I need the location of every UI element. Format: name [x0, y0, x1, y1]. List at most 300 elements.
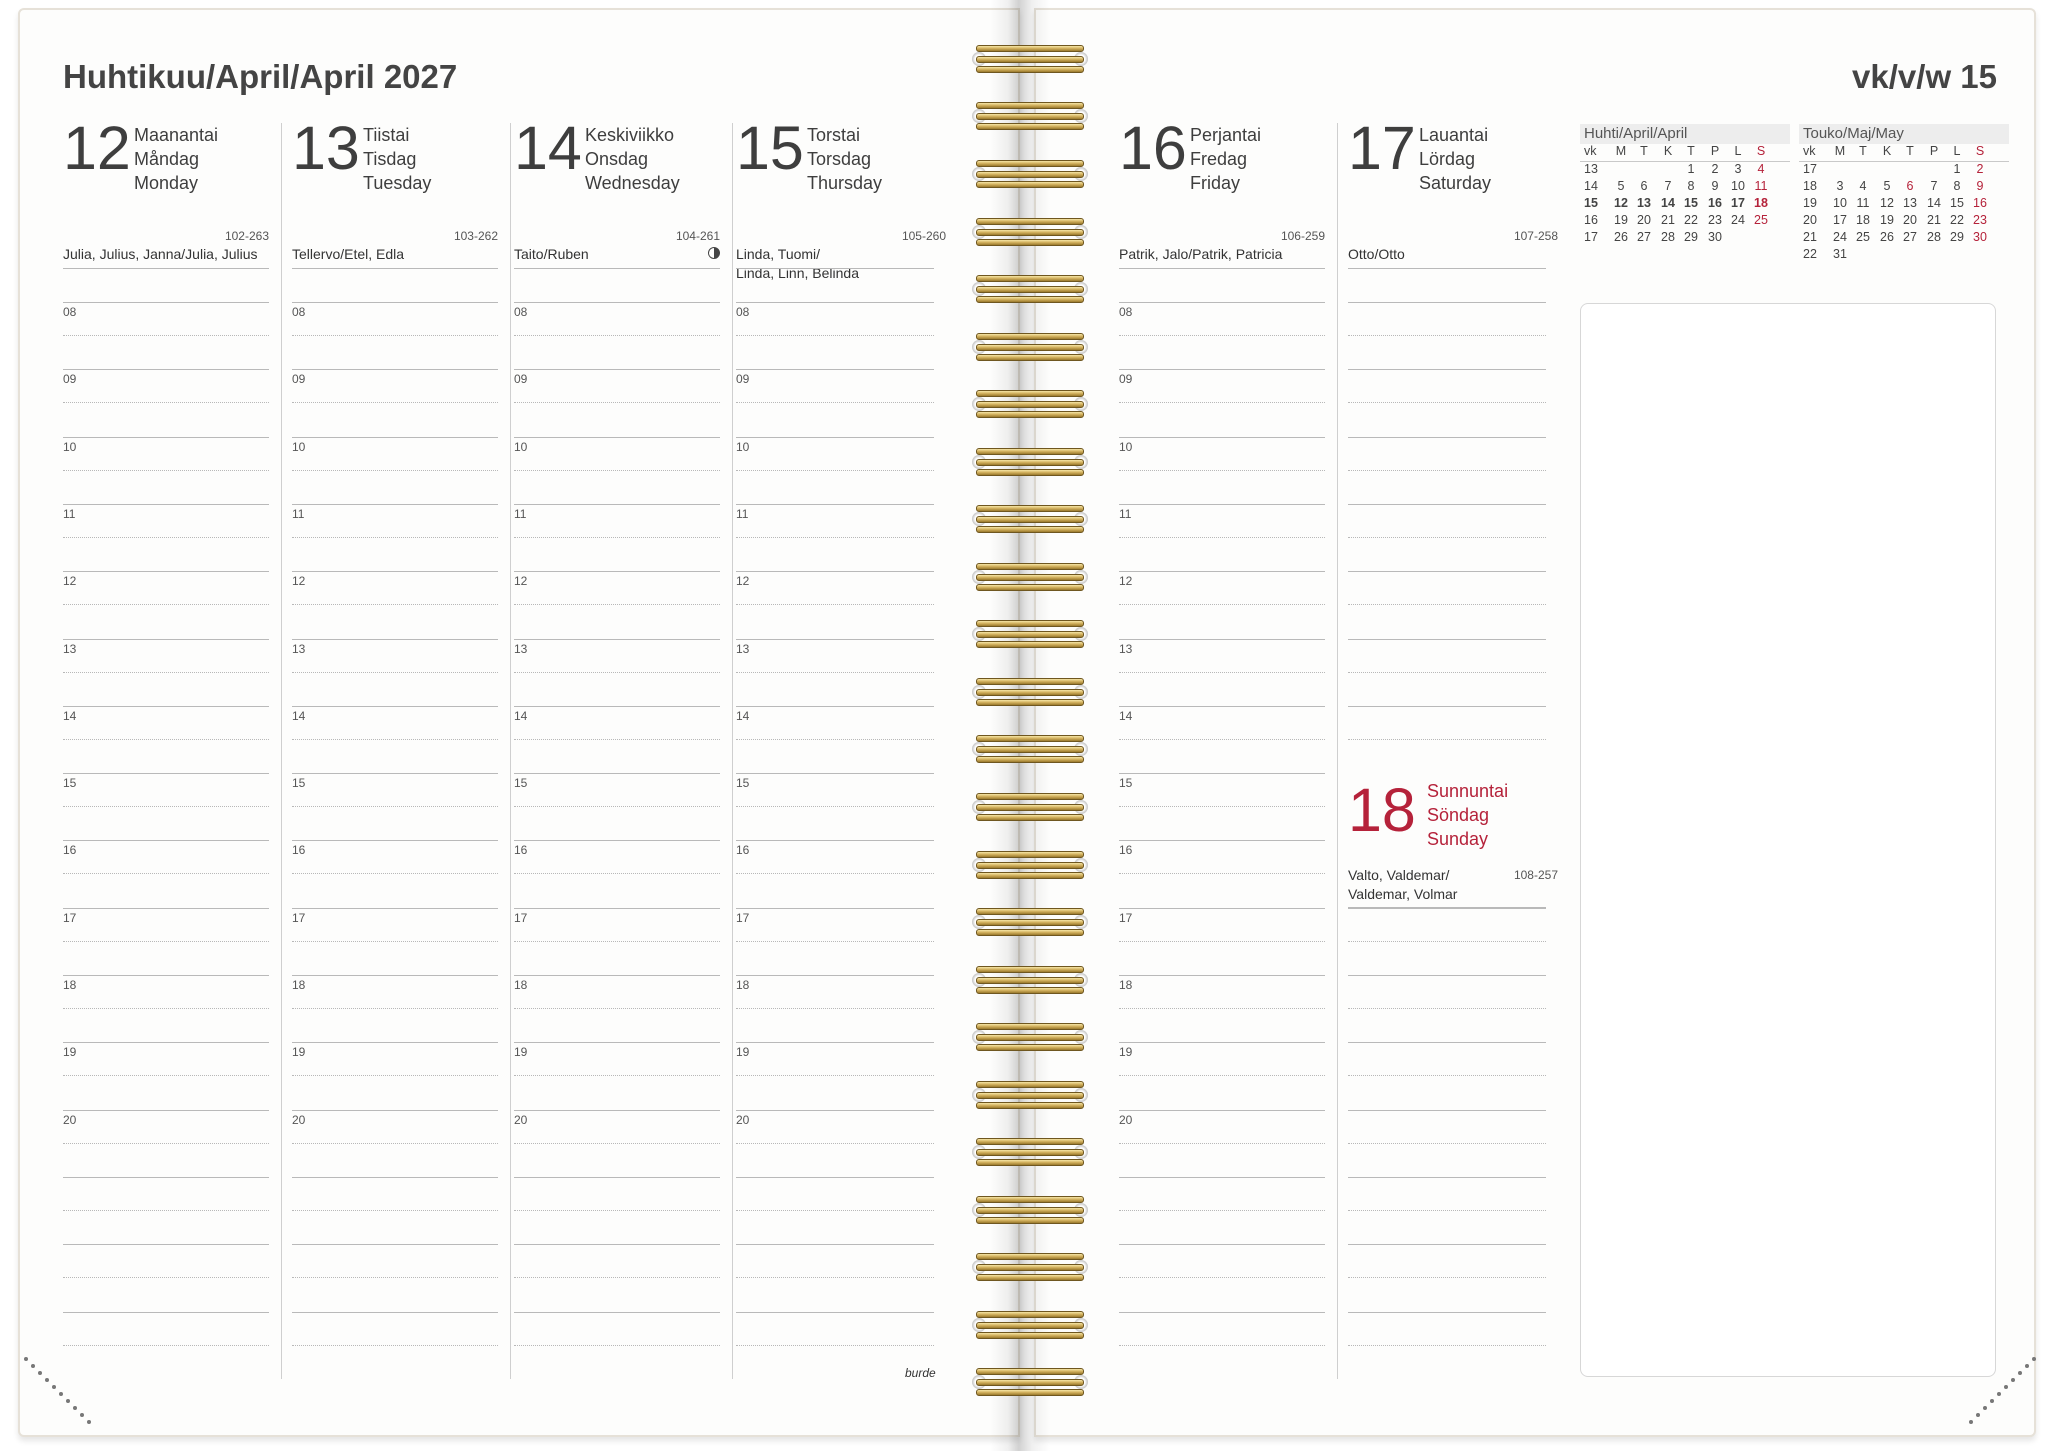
- half-hour-line: [514, 1075, 720, 1076]
- calendar-date[interactable]: 18: [1856, 213, 1870, 227]
- half-hour-line: [63, 739, 269, 740]
- name-days: [292, 245, 404, 264]
- half-hour-line: [292, 402, 498, 403]
- hour-line: [292, 1110, 498, 1111]
- calendar-date[interactable]: 10: [1731, 179, 1745, 193]
- hour-line: [63, 1312, 269, 1313]
- calendar-date[interactable]: 22: [1684, 213, 1698, 227]
- weekday-label: T: [1859, 144, 1867, 158]
- spiral-ring: [976, 1253, 1084, 1281]
- spiral-ring: [976, 1368, 1084, 1396]
- half-hour-line: [292, 1345, 498, 1346]
- half-hour-line: [736, 672, 934, 673]
- hour-label: 17: [1119, 910, 1133, 925]
- half-hour-line: [1119, 806, 1325, 807]
- calendar-date[interactable]: 2: [1976, 162, 1984, 176]
- calendar-date[interactable]: 21: [1661, 213, 1675, 227]
- weekday-label: vk: [1584, 144, 1597, 158]
- ring-wire: [976, 689, 1084, 696]
- day-name: Lauantai: [1419, 125, 1489, 145]
- hour-label: 08: [1119, 305, 1133, 319]
- calendar-date[interactable]: 6: [1906, 179, 1914, 193]
- ring-wire: [976, 872, 1084, 879]
- hour-line: [292, 571, 498, 572]
- calendar-date[interactable]: 17: [1731, 196, 1745, 210]
- hour-line: [292, 1042, 498, 1043]
- half-hour-line: [1119, 1008, 1325, 1009]
- calendar-date[interactable]: 24: [1833, 230, 1847, 244]
- half-hour-line: [736, 470, 934, 471]
- ring-wire: [976, 977, 1084, 984]
- half-hour-line: [1348, 1345, 1546, 1346]
- half-hour-line: [736, 1143, 934, 1144]
- ring-wire: [976, 401, 1084, 408]
- calendar-date[interactable]: 18: [1754, 196, 1768, 210]
- mini-calendar-week: [1580, 230, 1790, 247]
- spiral-ring: [976, 333, 1084, 361]
- calendar-date[interactable]: 9: [1711, 179, 1719, 193]
- hour-line: [63, 1042, 269, 1043]
- hour-line: [1119, 571, 1325, 572]
- half-hour-line: [292, 873, 498, 874]
- hour-line: [736, 1312, 934, 1313]
- hour-line: [292, 1312, 498, 1313]
- half-hour-line: [514, 470, 720, 471]
- calendar-date[interactable]: 31: [1833, 247, 1847, 261]
- calendar-date[interactable]: 20: [1637, 213, 1651, 227]
- calendar-date[interactable]: 8: [1687, 179, 1695, 193]
- half-hour-line: [1348, 402, 1546, 403]
- ring-wire: [976, 862, 1084, 869]
- hour-label: 10: [1119, 439, 1133, 454]
- hour-label: 11: [514, 506, 527, 521]
- day-number-code: 106-259: [1280, 229, 1325, 243]
- weekday-label: T: [1640, 144, 1648, 158]
- calendar-date[interactable]: 15: [1684, 196, 1698, 210]
- hour-label: 10: [292, 439, 306, 454]
- week-number: 17: [1803, 162, 1817, 176]
- half-hour-line: [63, 1143, 269, 1144]
- calendar-date[interactable]: 4: [1859, 179, 1867, 193]
- day-names: [585, 123, 680, 195]
- calendar-date[interactable]: 13: [1903, 196, 1917, 210]
- hour-label: 11: [292, 506, 305, 521]
- header-separator: [514, 268, 720, 269]
- spiral-ring: [976, 1311, 1084, 1339]
- hour-label: 11: [736, 506, 749, 521]
- hour-line: [292, 1244, 498, 1245]
- half-hour-line: [292, 470, 498, 471]
- hour-line: [736, 1177, 934, 1178]
- calendar-date[interactable]: 3: [1836, 179, 1844, 193]
- ring-wire: [976, 1102, 1084, 1109]
- week-title: vk/v/w 15: [1852, 58, 1997, 95]
- spiral-ring: [976, 851, 1084, 879]
- hour-line: [514, 1177, 720, 1178]
- half-hour-line: [292, 1277, 498, 1278]
- half-hour-line: [292, 806, 498, 807]
- hour-line: [1348, 1042, 1546, 1043]
- hour-label: 20: [736, 1112, 750, 1127]
- calendar-date[interactable]: 12: [1880, 196, 1894, 210]
- calendar-date[interactable]: 1: [1687, 162, 1695, 176]
- hour-label: 15: [1119, 776, 1133, 791]
- day-number: 15: [736, 114, 804, 182]
- spiral-ring: [976, 735, 1084, 763]
- hour-line: [292, 975, 498, 976]
- calendar-date[interactable]: 29: [1950, 230, 1964, 244]
- half-hour-line: [63, 1345, 269, 1346]
- hour-line: [292, 908, 498, 909]
- calendar-date[interactable]: 2: [1711, 162, 1719, 176]
- calendar-date[interactable]: 5: [1883, 179, 1891, 193]
- calendar-date[interactable]: 3: [1734, 162, 1742, 176]
- week-number: 14: [1584, 179, 1598, 193]
- calendar-date[interactable]: 26: [1614, 230, 1628, 244]
- hour-label: 13: [1119, 641, 1133, 656]
- hour-line: [63, 1110, 269, 1111]
- calendar-date[interactable]: 5: [1617, 179, 1625, 193]
- calendar-date[interactable]: 28: [1927, 230, 1941, 244]
- hour-label: 18: [63, 978, 77, 992]
- ring-wire: [976, 1217, 1084, 1224]
- half-hour-line: [1348, 604, 1546, 605]
- hour-line: [736, 571, 934, 572]
- hour-label: 13: [63, 641, 77, 656]
- calendar-date[interactable]: 8: [1953, 179, 1961, 193]
- calendar-date[interactable]: 10: [1833, 196, 1847, 210]
- week-number: 15: [1584, 196, 1598, 210]
- hour-label: 17: [292, 910, 306, 925]
- day-names: [134, 123, 218, 195]
- half-hour-line: [63, 470, 269, 471]
- ring-wire: [976, 631, 1084, 638]
- hour-line: [63, 504, 269, 505]
- hour-line: [1119, 504, 1325, 505]
- calendar-date[interactable]: 23: [1973, 213, 1987, 227]
- hour-line: [1348, 975, 1546, 976]
- mini-calendar-week: [1799, 247, 2009, 264]
- half-hour-line: [514, 1143, 720, 1144]
- calendar-date[interactable]: 25: [1754, 213, 1768, 227]
- header-separator: [63, 268, 269, 269]
- half-hour-line: [1348, 941, 1546, 942]
- hour-label: 17: [63, 910, 77, 925]
- ring-wire: [976, 1149, 1084, 1156]
- half-hour-line: [1119, 739, 1325, 740]
- spiral-ring: [976, 563, 1084, 591]
- hour-line: [1119, 437, 1325, 438]
- name-day-line: Linda, Linn, Belinda: [736, 265, 859, 281]
- calendar-date[interactable]: 1: [1953, 162, 1961, 176]
- calendar-date[interactable]: 16: [1973, 196, 1987, 210]
- ring-wire: [976, 1264, 1084, 1271]
- ring-wire: [976, 123, 1084, 130]
- half-hour-line: [514, 1277, 720, 1278]
- ring-wire: [976, 620, 1084, 627]
- hour-line: [514, 639, 720, 640]
- name-days: [1119, 245, 1282, 264]
- corner-perforation-right: [1958, 1355, 2038, 1435]
- half-hour-line: [292, 335, 498, 336]
- half-hour-line: [63, 1277, 269, 1278]
- half-hour-line: [292, 1075, 498, 1076]
- ring-wire: [976, 1092, 1084, 1099]
- day-number-code: 103-262: [453, 229, 498, 243]
- hour-label: 19: [292, 1045, 306, 1060]
- hour-line: [514, 1244, 720, 1245]
- ring-wire: [976, 469, 1084, 476]
- calendar-date[interactable]: 19: [1880, 213, 1894, 227]
- day-names: [363, 123, 431, 195]
- half-hour-line: [1119, 1075, 1325, 1076]
- name-day-line: Otto/Otto: [1348, 246, 1405, 262]
- day-column: [514, 114, 733, 1379]
- hour-label: 19: [514, 1045, 528, 1060]
- ring-wire: [976, 516, 1084, 523]
- hour-label: 12: [514, 574, 528, 589]
- hour-line: [1119, 840, 1325, 841]
- hour-line: [1348, 571, 1546, 572]
- half-hour-line: [1119, 873, 1325, 874]
- calendar-date[interactable]: 12: [1614, 196, 1628, 210]
- ring-wire: [976, 851, 1084, 858]
- name-day-line: Valto, Valdemar/: [1348, 867, 1450, 883]
- mini-calendar-week: [1799, 179, 2009, 196]
- ring-wire: [976, 1332, 1084, 1339]
- day-number-code: 105-260: [901, 229, 946, 243]
- hour-line: [292, 437, 498, 438]
- hour-line: [292, 302, 498, 303]
- name-day-line: Patrik, Jalo/Patrik, Patricia: [1119, 246, 1283, 262]
- day-name: Lördag: [1419, 149, 1476, 169]
- day-column: [1348, 114, 1558, 1379]
- week-number: 17: [1584, 230, 1598, 244]
- ring-wire: [976, 919, 1084, 926]
- hour-line: [736, 908, 934, 909]
- ring-wire: [976, 296, 1084, 303]
- hour-label: 12: [63, 574, 77, 589]
- hour-line: [736, 840, 934, 841]
- name-days: [1348, 245, 1405, 264]
- name-day-line: Valdemar, Volmar: [1348, 886, 1458, 902]
- hour-line: [514, 1110, 720, 1111]
- calendar-date[interactable]: 4: [1757, 162, 1765, 176]
- day-name: Wednesday: [585, 173, 680, 193]
- half-hour-line: [1348, 1210, 1546, 1211]
- hour-line: [63, 975, 269, 976]
- name-day-line: Linda, Tuomi/: [736, 246, 821, 262]
- sunday-name: Sunday: [1427, 829, 1489, 849]
- hour-line: [736, 706, 934, 707]
- hour-line: [1119, 975, 1325, 976]
- half-hour-line: [736, 1345, 934, 1346]
- half-hour-line: [514, 537, 720, 538]
- day-number: 13: [292, 114, 360, 182]
- half-hour-line: [1348, 1008, 1546, 1009]
- calendar-date[interactable]: 16: [1708, 196, 1722, 210]
- half-hour-line: [1348, 537, 1546, 538]
- calendar-date[interactable]: 13: [1637, 196, 1651, 210]
- day-name: Tiistai: [363, 125, 410, 145]
- hour-line: [514, 1042, 720, 1043]
- hour-label: 08: [514, 305, 528, 319]
- weekday-label: M: [1834, 144, 1846, 158]
- hour-line: [1348, 369, 1546, 370]
- half-hour-line: [736, 941, 934, 942]
- ring-wire: [976, 505, 1084, 512]
- calendar-date[interactable]: 14: [1927, 196, 1941, 210]
- hour-line: [736, 1042, 934, 1043]
- mini-calendar-week: [1580, 162, 1790, 179]
- half-hour-line: [514, 335, 720, 336]
- ring-wire: [976, 584, 1084, 591]
- half-hour-line: [1119, 604, 1325, 605]
- half-hour-line: [736, 604, 934, 605]
- calendar-date[interactable]: 21: [1927, 213, 1941, 227]
- hour-line: [63, 1177, 269, 1178]
- weekday-label: M: [1615, 144, 1627, 158]
- ring-wire: [976, 45, 1084, 52]
- spiral-ring: [976, 908, 1084, 936]
- half-hour-line: [736, 739, 934, 740]
- weekday-label: S: [1975, 144, 1985, 158]
- calendar-date[interactable]: 9: [1976, 179, 1984, 193]
- calendar-date[interactable]: 30: [1708, 230, 1722, 244]
- day-number-code: 104-261: [675, 229, 720, 243]
- calendar-date[interactable]: 22: [1950, 213, 1964, 227]
- ring-wire: [976, 756, 1084, 763]
- calendar-date[interactable]: 27: [1903, 230, 1917, 244]
- spiral-ring: [976, 1138, 1084, 1166]
- half-hour-line: [1348, 1143, 1546, 1144]
- spiral-ring: [976, 1081, 1084, 1109]
- hour-line: [292, 840, 498, 841]
- calendar-date[interactable]: 24: [1731, 213, 1745, 227]
- calendar-date[interactable]: 11: [1754, 179, 1768, 193]
- mini-calendar-week: [1799, 230, 2009, 247]
- calendar-date[interactable]: 7: [1930, 179, 1938, 193]
- calendar-date[interactable]: 17: [1833, 213, 1847, 227]
- ring-wire: [976, 987, 1084, 994]
- hour-line: [1348, 1244, 1546, 1245]
- half-hour-line: [1348, 1277, 1546, 1278]
- calendar-date[interactable]: 25: [1856, 230, 1870, 244]
- spiral-ring: [976, 966, 1084, 994]
- day-column: [1119, 114, 1338, 1379]
- calendar-date[interactable]: 14: [1661, 196, 1675, 210]
- ring-wire: [976, 1023, 1084, 1030]
- day-name: Måndag: [134, 149, 200, 169]
- hour-line: [63, 1244, 269, 1245]
- calendar-date[interactable]: 29: [1684, 230, 1698, 244]
- calendar-date[interactable]: 26: [1880, 230, 1894, 244]
- hour-line: [514, 908, 720, 909]
- hour-line: [1119, 302, 1325, 303]
- half-hour-line: [736, 1277, 934, 1278]
- calendar-date[interactable]: 27: [1637, 230, 1651, 244]
- hour-line: [1348, 302, 1546, 303]
- half-hour-line: [736, 1210, 934, 1211]
- sunday-number-code: 108-257: [1513, 868, 1558, 882]
- hour-line: [514, 302, 720, 303]
- ring-wire: [976, 448, 1084, 455]
- header-separator: [1119, 268, 1325, 269]
- hour-label: 08: [292, 305, 306, 319]
- hour-label: 14: [736, 708, 750, 723]
- hour-label: 16: [514, 843, 528, 858]
- day-names: [1190, 123, 1261, 195]
- ring-wire: [976, 181, 1084, 188]
- mini-calendar: [1799, 124, 2009, 264]
- half-hour-line: [63, 672, 269, 673]
- half-hour-line: [514, 402, 720, 403]
- hour-line: [292, 773, 498, 774]
- ring-wire: [976, 1274, 1084, 1281]
- half-hour-line: [514, 1345, 720, 1346]
- header-separator: [1348, 268, 1546, 269]
- hour-line: [1119, 706, 1325, 707]
- mini-calendar-title: Touko/Maj/May: [1799, 124, 2009, 144]
- calendar-date[interactable]: 11: [1856, 196, 1870, 210]
- half-hour-line: [736, 1008, 934, 1009]
- ring-wire: [976, 1368, 1084, 1375]
- calendar-date[interactable]: 19: [1614, 213, 1628, 227]
- hour-label: 09: [736, 372, 750, 387]
- day-name: Perjantai: [1190, 125, 1262, 145]
- half-hour-line: [736, 537, 934, 538]
- ring-wire: [976, 1138, 1084, 1145]
- ring-wire: [976, 699, 1084, 706]
- calendar-date[interactable]: 30: [1973, 230, 1987, 244]
- half-hour-line: [514, 1008, 720, 1009]
- calendar-date[interactable]: 15: [1950, 196, 1964, 210]
- calendar-date[interactable]: 20: [1903, 213, 1917, 227]
- hour-label: 08: [736, 305, 750, 319]
- calendar-date[interactable]: 23: [1708, 213, 1722, 227]
- sunday-name-days: [1348, 866, 1457, 904]
- hour-line: [1348, 1312, 1546, 1313]
- calendar-date[interactable]: 28: [1661, 230, 1675, 244]
- hour-label: 12: [292, 574, 306, 589]
- mini-calendar-week: [1799, 213, 2009, 230]
- ring-wire: [976, 56, 1084, 63]
- day-column: [63, 114, 282, 1379]
- sunday-names: [1427, 779, 1508, 851]
- half-hour-line: [1119, 1143, 1325, 1144]
- hour-label: 15: [63, 776, 77, 791]
- hour-label: 15: [736, 776, 750, 791]
- ring-wire: [976, 563, 1084, 570]
- calendar-date[interactable]: 7: [1664, 179, 1672, 193]
- header-separator: [292, 268, 498, 269]
- notes-box[interactable]: [1580, 303, 1996, 1377]
- calendar-date[interactable]: 6: [1640, 179, 1648, 193]
- hour-line: [1348, 639, 1546, 640]
- sunday-separator: [1348, 907, 1546, 908]
- half-hour-line: [1119, 470, 1325, 471]
- hour-line: [736, 639, 934, 640]
- hour-line: [63, 840, 269, 841]
- day-name: Onsdag: [585, 149, 649, 169]
- week-number: 13: [1584, 162, 1598, 176]
- name-day-line: Taito/Ruben: [514, 246, 589, 262]
- hour-line: [292, 639, 498, 640]
- half-hour-line: [736, 402, 934, 403]
- ring-wire: [976, 814, 1084, 821]
- hour-line: [1119, 369, 1325, 370]
- day-number-code: 102-263: [224, 229, 269, 243]
